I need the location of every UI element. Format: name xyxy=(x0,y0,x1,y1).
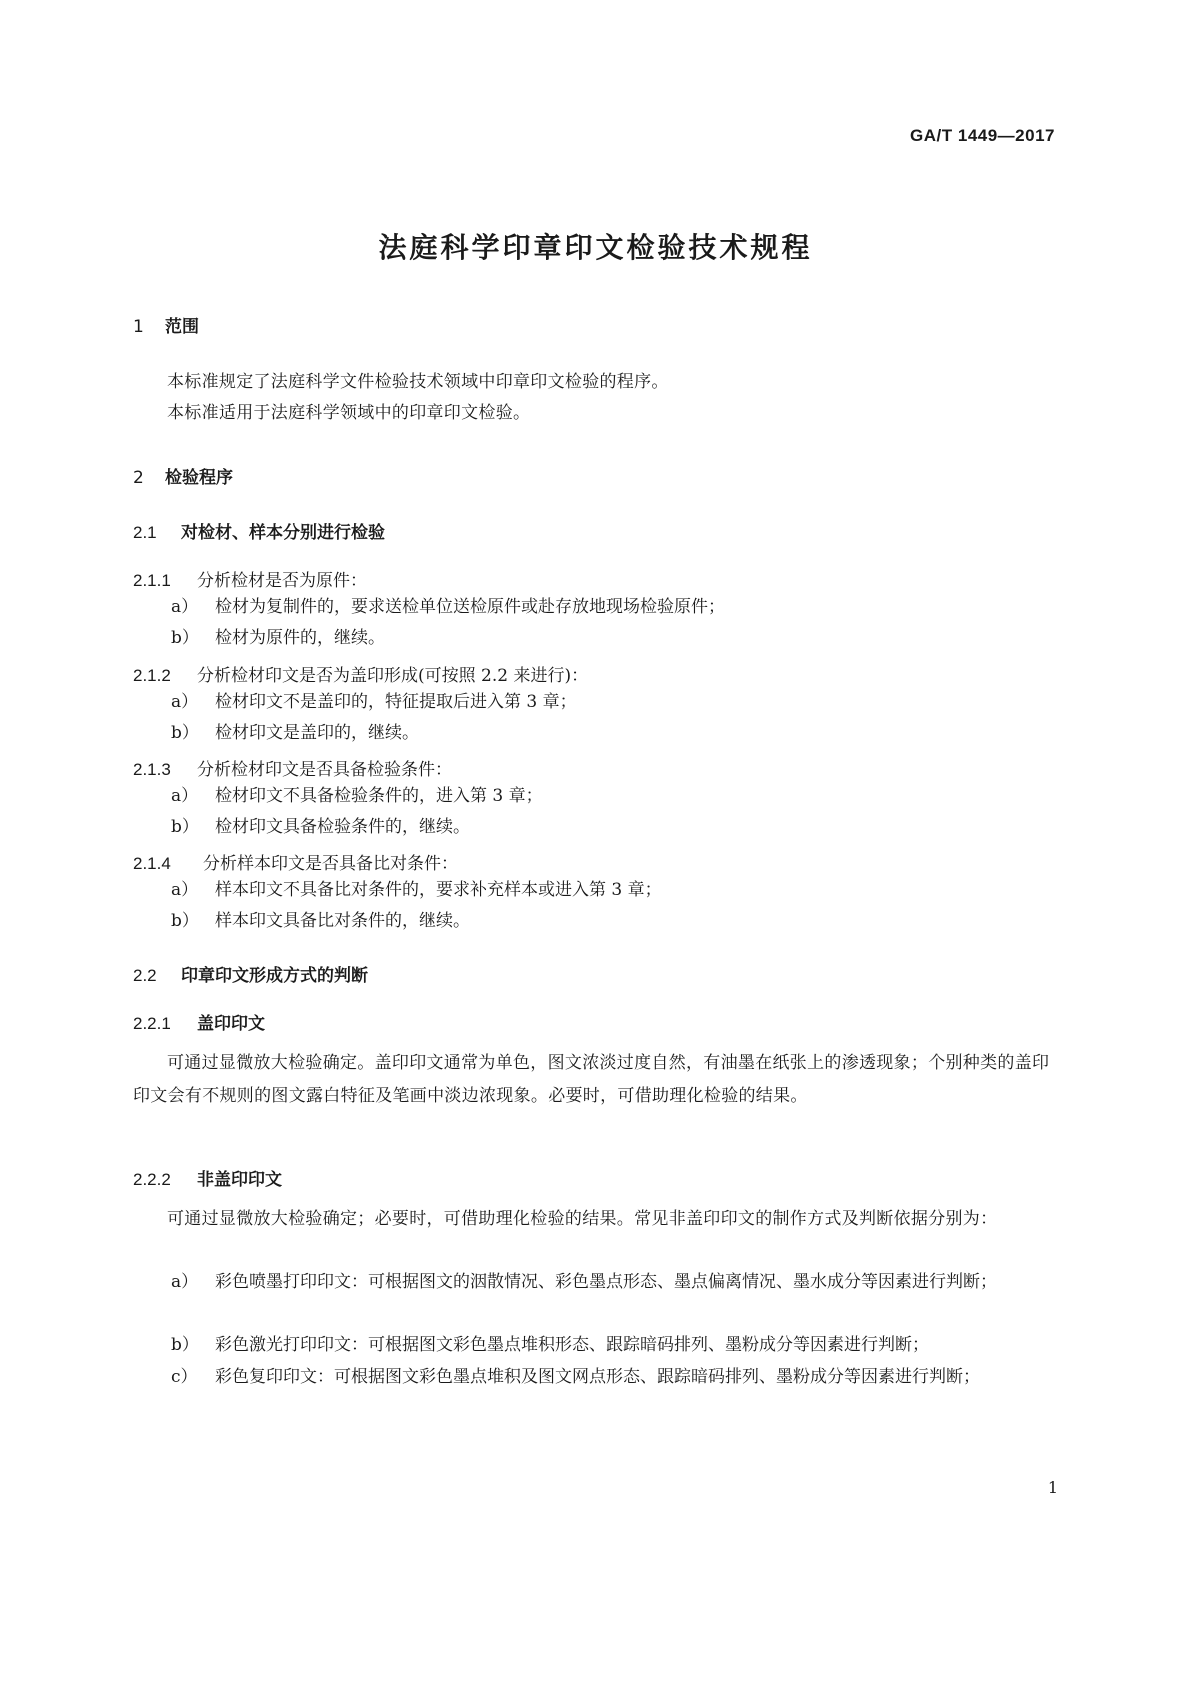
list-item-text: 彩色激光打印印文：可根据图文彩色墨点堆积形态、跟踪暗码排列、墨粉成分等因素进行判断； xyxy=(215,1335,929,1355)
list-item-label: b） xyxy=(171,911,199,931)
list-item xyxy=(133,1266,1139,1299)
section-title: 非盖印印文 xyxy=(197,1170,282,1190)
clause-2-1-3 xyxy=(133,755,1057,780)
section-2-heading xyxy=(133,463,1057,488)
clause-number: 2.1.3 xyxy=(133,760,171,779)
section-title: 对检材、样本分别进行检验 xyxy=(181,523,385,543)
section-2-2-2-heading xyxy=(133,1165,1057,1190)
clause-number: 2.1.2 xyxy=(133,666,171,685)
list-item-text: 样本印文具备比对条件的，继续。 xyxy=(215,911,470,931)
clause-2-1-4 xyxy=(133,849,1057,874)
section-2-2-2-para: 可通过显微放大检验确定；必要时，可借助理化检验的结果。常见非盖印印文的制作方式及判断依据分别为： xyxy=(167,1209,998,1229)
list-item-label: b） xyxy=(171,723,199,743)
section-2-2-heading xyxy=(133,961,1057,986)
list-item xyxy=(133,717,1139,750)
list-item-label: a） xyxy=(171,1272,199,1292)
section-number: 2.2 xyxy=(133,966,157,985)
clause-text: 分析样本印文是否具备比对条件： xyxy=(203,854,458,874)
document-title: 法庭科学印章印文检验技术规程 xyxy=(378,231,813,264)
list-item-text: 检材印文不是盖印的，特征提取后进入第 3 章； xyxy=(215,692,577,712)
list-item xyxy=(133,686,1139,719)
list-item-text: 样本印文不具备比对条件的，要求补充样本或进入第 3 章； xyxy=(215,880,662,900)
section-number: 2 xyxy=(133,468,144,488)
section-1-para-1: 本标准规定了法庭科学文件检验技术领域中印章印文检验的程序。 xyxy=(167,372,669,392)
section-2-2-1-para: 可通过显微放大检验确定。盖印印文通常为单色，图文浓淡过度自然，有油墨在纸张上的渗透现象；个别种类的盖印印文会有不规则的图文露白特征及笔画中淡边浓现象。必要时，可借助理化检验的结果。 xyxy=(133,1053,1050,1106)
list-item xyxy=(133,811,1139,844)
clause-number: 2.1.4 xyxy=(133,854,171,873)
list-item-label: a） xyxy=(171,880,199,900)
list-item-text: 检材印文是盖印的，继续。 xyxy=(215,723,419,743)
list-item xyxy=(133,1329,1139,1362)
section-number: 2.1 xyxy=(133,523,157,542)
list-item xyxy=(133,1361,1139,1394)
list-item-label: a） xyxy=(171,786,199,806)
list-item-text: 检材印文具备检验条件的，继续。 xyxy=(215,817,470,837)
section-2-2-1-heading xyxy=(133,1009,1057,1034)
list-item-text: 检材印文不具备检验条件的，进入第 3 章； xyxy=(215,786,543,806)
list-item-label: b） xyxy=(171,1335,199,1355)
clause-2-1-1 xyxy=(133,566,1057,591)
list-item-text: 彩色复印印文：可根据图文彩色墨点堆积及图文网点形态、跟踪暗码排列、墨粉成分等因素进行判断； xyxy=(215,1367,980,1387)
clause-text: 分析检材印文是否具备检验条件： xyxy=(197,760,452,780)
clause-text: 分析检材印文是否为盖印形成(可按照 2.2 来进行)： xyxy=(197,666,589,686)
list-item-label: a） xyxy=(171,597,199,617)
section-title: 印章印文形成方式的判断 xyxy=(181,966,368,986)
section-1-heading xyxy=(133,312,1057,337)
list-item-text: 彩色喷墨打印印文：可根据图文的洇散情况、彩色墨点形态、墨点偏离情况、墨水成分等因素进行判断； xyxy=(215,1272,997,1292)
list-item-label: a） xyxy=(171,692,199,712)
section-number: 2.2.2 xyxy=(133,1170,171,1189)
section-number: 2.2.1 xyxy=(133,1014,171,1033)
list-item-label: b） xyxy=(171,628,199,648)
section-title: 检验程序 xyxy=(165,468,233,488)
clause-number: 2.1.1 xyxy=(133,571,171,590)
list-item xyxy=(133,591,1139,624)
list-item-text: 检材为原件的，继续。 xyxy=(215,628,385,648)
list-item-text: 检材为复制件的，要求送检单位送检原件或赴存放地现场检验原件； xyxy=(215,597,725,617)
section-title: 范围 xyxy=(165,317,199,337)
section-number: 1 xyxy=(133,317,144,337)
section-2-1-heading xyxy=(133,518,1057,543)
list-item xyxy=(133,905,1139,938)
page-number: 1 xyxy=(1047,1478,1058,1497)
standard-code: GA/T 1449—2017 xyxy=(910,126,1055,145)
list-item xyxy=(133,780,1139,813)
list-item xyxy=(133,622,1139,655)
list-item-label: b） xyxy=(171,817,199,837)
list-item-label: c） xyxy=(171,1367,198,1387)
list-item xyxy=(133,874,1139,907)
section-title: 盖印印文 xyxy=(197,1014,265,1034)
clause-2-1-2 xyxy=(133,661,1057,686)
section-1-para-2: 本标准适用于法庭科学领域中的印章印文检验。 xyxy=(167,403,531,423)
clause-text: 分析检材是否为原件： xyxy=(197,571,367,591)
